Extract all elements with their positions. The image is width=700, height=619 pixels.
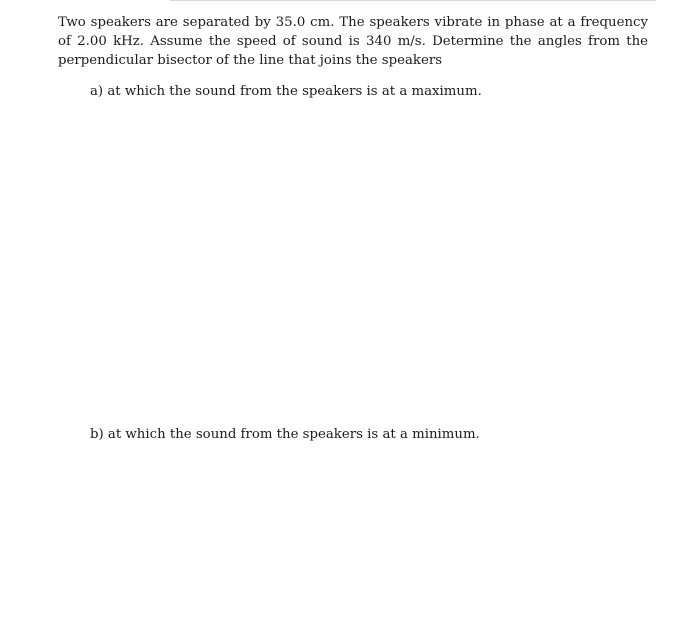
problem-statement: Two speakers are separated by 35.0 cm. The speakers vibrate in phase at a frequency of 2.00 kHz. Assume the speed of sound is 340 m/s. Determine the angles from the perpendicular bisector of the line that joins the speakers — [58, 15, 648, 68]
top-divider — [170, 0, 656, 1]
question-part-a: a) at which the sound from the speakers is at a maximum. — [90, 84, 482, 99]
question-part-b: b) at which the sound from the speakers is at a minimum. — [90, 427, 480, 442]
